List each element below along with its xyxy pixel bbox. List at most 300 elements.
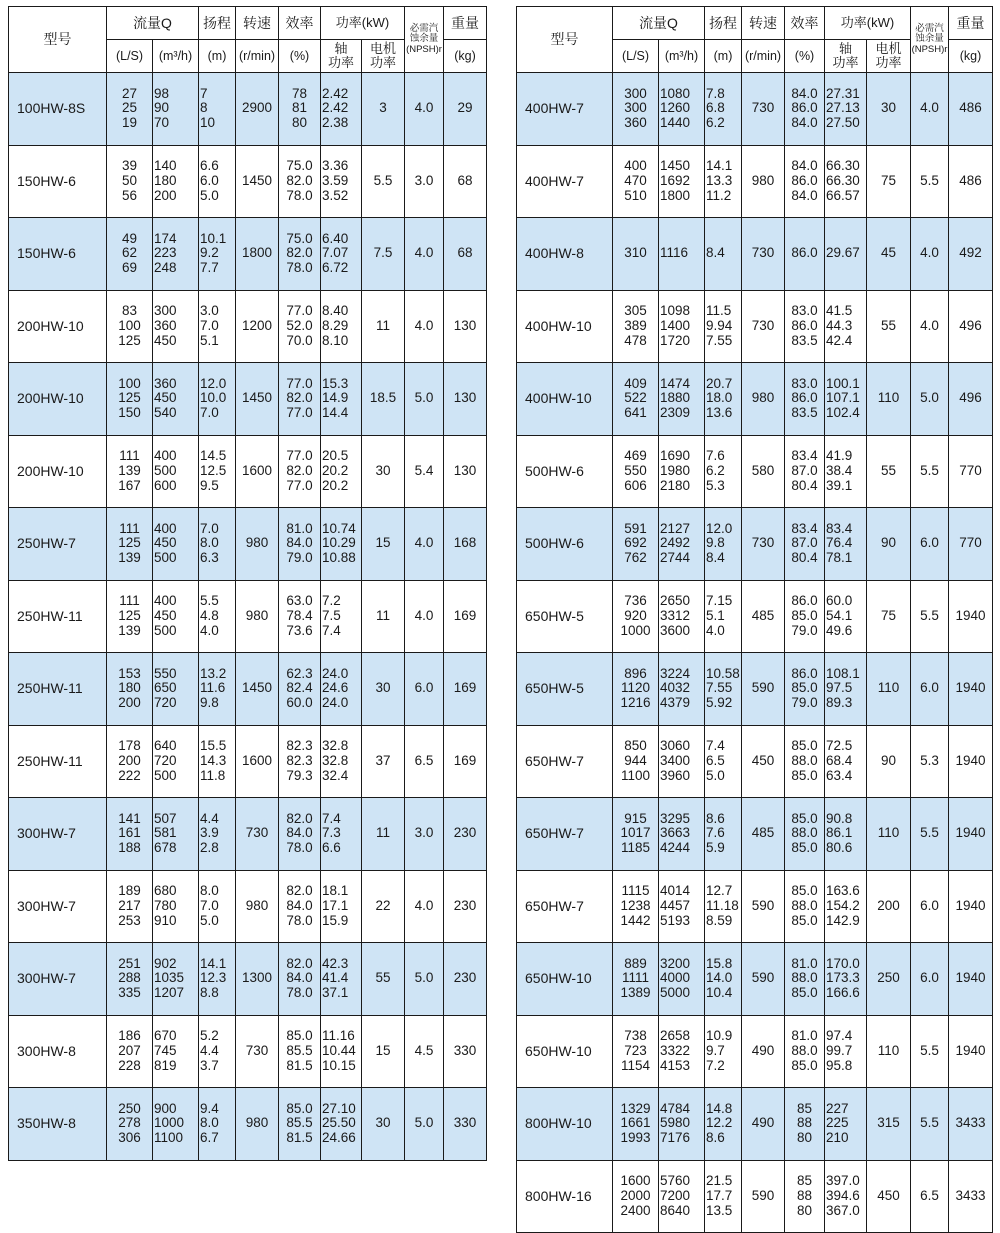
table-row bbox=[9, 508, 487, 581]
motor-power-cell: 250 bbox=[867, 943, 911, 1016]
cell-value: 80 bbox=[292, 115, 308, 131]
cell-value: 900 bbox=[154, 1100, 177, 1116]
cell-value: 222 bbox=[118, 767, 141, 783]
npsh-cell: 5.5 bbox=[911, 145, 949, 218]
cell-value: 248 bbox=[154, 260, 177, 276]
cell-value: 500 bbox=[154, 462, 177, 478]
cell-value: 84.0 bbox=[791, 115, 818, 131]
weight-cell: 130 bbox=[444, 435, 487, 508]
motor-power-cell: 450 bbox=[867, 1160, 911, 1233]
shaft-power-cell bbox=[321, 73, 362, 146]
npsh-cell: 6.0 bbox=[911, 508, 949, 581]
cell-value: 7.0 bbox=[200, 520, 219, 536]
cell-value: 9.4 bbox=[200, 1100, 219, 1116]
cell-value: 522 bbox=[624, 390, 647, 406]
cell-value: 63.0 bbox=[286, 593, 313, 609]
flow-m3h-cell bbox=[659, 1160, 705, 1233]
model-cell: 300HW-7 bbox=[9, 870, 107, 943]
cell-value: 77.0 bbox=[286, 375, 313, 391]
cell-value: 12.0 bbox=[706, 520, 733, 536]
shaft-power-cell bbox=[825, 145, 867, 218]
cell-value: 540 bbox=[154, 405, 177, 421]
table-row bbox=[517, 798, 993, 871]
cell-value: 85.0 bbox=[791, 1057, 818, 1073]
cell-value: 4.4 bbox=[200, 810, 219, 826]
cell-value: 79.0 bbox=[791, 695, 818, 711]
speed-cell: 590 bbox=[742, 870, 785, 943]
speed-cell: 1450 bbox=[236, 363, 279, 436]
cell-value: 210 bbox=[826, 1130, 849, 1146]
cell-value: 510 bbox=[624, 187, 647, 203]
table-row bbox=[517, 1015, 993, 1088]
npsh-cell: 4.0 bbox=[405, 290, 444, 363]
efficiency-cell bbox=[785, 798, 825, 871]
cell-value: 11.18 bbox=[706, 897, 739, 913]
cell-value: 1993 bbox=[620, 1130, 651, 1146]
cell-value: 125 bbox=[118, 390, 141, 406]
cell-value: 8.29 bbox=[322, 317, 349, 333]
cell-value: 6.8 bbox=[706, 100, 725, 116]
cell-value: 82.3 bbox=[286, 738, 313, 754]
table-row bbox=[517, 435, 993, 508]
speed-cell: 730 bbox=[742, 290, 785, 363]
model-cell: 250HW-11 bbox=[9, 580, 107, 653]
table-row bbox=[517, 363, 993, 436]
cell-value: 6.0 bbox=[200, 172, 219, 188]
weight-cell: 169 bbox=[444, 725, 487, 798]
flow-m3h-cell bbox=[153, 580, 199, 653]
shaft-power-cell bbox=[321, 1088, 362, 1161]
speed-cell: 730 bbox=[236, 1015, 279, 1088]
cell-value: 5760 bbox=[660, 1173, 691, 1189]
header-flow-m3h: (m³/h) bbox=[153, 40, 199, 73]
cell-value: 5.9 bbox=[706, 840, 725, 856]
motor-power-cell: 30 bbox=[362, 653, 405, 726]
cell-value: 920 bbox=[624, 607, 647, 623]
cell-value: 20.2 bbox=[322, 477, 349, 493]
table-row bbox=[9, 870, 487, 943]
cell-value: 100 bbox=[118, 375, 141, 391]
table-row bbox=[9, 73, 487, 146]
header-efficiency: 效率 bbox=[785, 7, 825, 40]
cell-value: 80 bbox=[797, 1202, 813, 1218]
cell-value: 5.1 bbox=[706, 607, 725, 623]
cell-value: 78 bbox=[292, 85, 308, 101]
cell-value: 13.6 bbox=[706, 405, 733, 421]
flow-m3h-cell bbox=[153, 1088, 199, 1161]
cell-value: 153 bbox=[118, 665, 141, 681]
motor-power-cell: 3 bbox=[362, 73, 405, 146]
npsh-cell: 6.0 bbox=[911, 943, 949, 1016]
cell-value: 500 bbox=[154, 550, 177, 566]
npsh-cell: 5.3 bbox=[911, 725, 949, 798]
cell-value: 41.4 bbox=[322, 970, 349, 986]
cell-value: 1100 bbox=[620, 767, 651, 783]
cell-value: 360 bbox=[624, 115, 647, 131]
model-cell: 150HW-6 bbox=[9, 145, 107, 218]
model-cell: 650HW-7 bbox=[517, 870, 613, 943]
flow-ls-cell bbox=[107, 508, 153, 581]
cell-value: 3.36 bbox=[322, 158, 349, 174]
cell-value: 9.8 bbox=[706, 535, 725, 551]
model-cell: 500HW-6 bbox=[517, 508, 613, 581]
pump-spec-table-left bbox=[8, 6, 487, 1161]
cell-value: 82.0 bbox=[286, 810, 313, 826]
flow-ls-cell bbox=[613, 798, 659, 871]
weight-cell: 3433 bbox=[949, 1088, 993, 1161]
cell-value: 125 bbox=[118, 607, 141, 623]
cell-value: 84.0 bbox=[286, 897, 313, 913]
efficiency-cell bbox=[785, 508, 825, 581]
cell-value: 84.0 bbox=[286, 535, 313, 551]
cell-value: 73.6 bbox=[286, 622, 313, 638]
cell-value: 591 bbox=[624, 520, 647, 536]
cell-value: 4244 bbox=[660, 840, 691, 856]
speed-cell: 980 bbox=[742, 145, 785, 218]
npsh-cell: 6.0 bbox=[911, 870, 949, 943]
motor-power-cell: 18.5 bbox=[362, 363, 405, 436]
npsh-cell: 4.0 bbox=[405, 508, 444, 581]
cell-value: 85.0 bbox=[791, 738, 818, 754]
cell-value: 82.0 bbox=[286, 245, 313, 261]
cell-value: 88.0 bbox=[791, 970, 818, 986]
npsh-cell: 4.0 bbox=[911, 73, 949, 146]
cell-value: 12.5 bbox=[200, 462, 227, 478]
cell-value: 8.59 bbox=[706, 912, 733, 928]
cell-value: 7.6 bbox=[706, 448, 725, 464]
flow-ls-cell bbox=[107, 870, 153, 943]
flow-m3h-cell bbox=[659, 73, 705, 146]
cell-value: 606 bbox=[624, 477, 647, 493]
cell-value: 641 bbox=[624, 405, 647, 421]
flow-ls-cell bbox=[107, 363, 153, 436]
cell-value: 5.3 bbox=[706, 477, 725, 493]
cell-value: 1120 bbox=[620, 680, 651, 696]
cell-value: 24.0 bbox=[322, 665, 349, 681]
motor-power-cell: 90 bbox=[867, 725, 911, 798]
cell-value: 15.8 bbox=[706, 955, 733, 971]
motor-power-cell: 11 bbox=[362, 290, 405, 363]
weight-cell: 486 bbox=[949, 145, 993, 218]
cell-value: 4153 bbox=[660, 1057, 691, 1073]
cell-value: 188 bbox=[118, 840, 141, 856]
cell-value: 5980 bbox=[660, 1115, 691, 1131]
cell-value: 85 bbox=[797, 1173, 813, 1189]
cell-value: 17.1 bbox=[322, 897, 349, 913]
motor-power-cell: 55 bbox=[867, 435, 911, 508]
flow-ls-cell bbox=[613, 870, 659, 943]
cell-value: 200 bbox=[154, 187, 177, 203]
weight-cell: 130 bbox=[444, 290, 487, 363]
cell-value: 9.5 bbox=[200, 477, 219, 493]
head-cell bbox=[199, 580, 236, 653]
cell-value: 77.0 bbox=[286, 448, 313, 464]
head-cell bbox=[705, 435, 742, 508]
speed-cell: 580 bbox=[742, 435, 785, 508]
cell-value: 85.0 bbox=[791, 883, 818, 899]
shaft-power-cell bbox=[825, 73, 867, 146]
cell-value: 85.5 bbox=[286, 1042, 313, 1058]
weight-cell: 486 bbox=[949, 73, 993, 146]
motor-power-cell: 30 bbox=[362, 1088, 405, 1161]
header-shaft-power: 轴 功率 bbox=[825, 40, 867, 73]
cell-value: 60.0 bbox=[286, 695, 313, 711]
cell-value: 24.66 bbox=[322, 1130, 356, 1146]
header-speed: 转速 bbox=[742, 7, 785, 40]
shaft-power-cell bbox=[825, 363, 867, 436]
shaft-power-cell bbox=[321, 508, 362, 581]
head-cell bbox=[705, 1015, 742, 1088]
cell-value: 78.0 bbox=[286, 260, 313, 276]
cell-value: 86.0 bbox=[791, 172, 818, 188]
cell-value: 10.4 bbox=[706, 985, 733, 1001]
cell-value: 80.4 bbox=[791, 550, 818, 566]
header-power: 功率(kW) bbox=[825, 7, 911, 40]
flow-m3h-cell bbox=[659, 943, 705, 1016]
shaft-power-cell bbox=[321, 145, 362, 218]
cell-value: 13.5 bbox=[706, 1202, 733, 1218]
header-power: 功率(kW) bbox=[321, 7, 405, 40]
cell-value: 82.0 bbox=[286, 172, 313, 188]
cell-value: 2.38 bbox=[322, 115, 349, 131]
cell-value: 7.0 bbox=[200, 897, 219, 913]
cell-value: 6.6 bbox=[322, 840, 341, 856]
header-weight-unit: (kg) bbox=[949, 40, 993, 73]
flow-ls-cell bbox=[107, 145, 153, 218]
flow-ls-cell bbox=[107, 290, 153, 363]
cell-value: 166.6 bbox=[826, 985, 860, 1001]
header-head: 扬程 bbox=[705, 7, 742, 40]
cell-value: 902 bbox=[154, 955, 177, 971]
cell-value: 78.0 bbox=[286, 985, 313, 1001]
cell-value: 2000 bbox=[620, 1187, 651, 1203]
cell-value: 82.0 bbox=[286, 883, 313, 899]
cell-value: 97.5 bbox=[826, 680, 853, 696]
cell-value: 60.0 bbox=[826, 593, 853, 609]
table-row bbox=[9, 943, 487, 1016]
header-motor-power: 电机 功率 bbox=[867, 40, 911, 73]
weight-cell: 770 bbox=[949, 508, 993, 581]
cell-value: 2.8 bbox=[200, 840, 219, 856]
cell-value: 762 bbox=[624, 550, 647, 566]
cell-value: 217 bbox=[118, 897, 141, 913]
cell-value: 85.5 bbox=[286, 1115, 313, 1131]
cell-value: 1216 bbox=[620, 695, 651, 711]
cell-value: 9.94 bbox=[706, 317, 733, 333]
cell-value: 7.3 bbox=[322, 825, 341, 841]
cell-value: 3.52 bbox=[322, 187, 349, 203]
weight-cell: 3433 bbox=[949, 1160, 993, 1233]
cell-value: 88.0 bbox=[791, 897, 818, 913]
cell-value: 18.0 bbox=[706, 390, 733, 406]
cell-value: 7200 bbox=[660, 1187, 691, 1203]
flow-ls-cell bbox=[613, 145, 659, 218]
flow-m3h-cell bbox=[659, 508, 705, 581]
cell-value: 27.50 bbox=[826, 115, 860, 131]
model-cell: 350HW-8 bbox=[9, 1088, 107, 1161]
cell-value: 400 bbox=[154, 593, 177, 609]
npsh-cell: 4.0 bbox=[405, 580, 444, 653]
cell-value: 1080 bbox=[660, 85, 691, 101]
cell-value: 7176 bbox=[660, 1130, 691, 1146]
cell-value: 178 bbox=[118, 738, 141, 754]
cell-value: 50 bbox=[121, 172, 138, 188]
motor-power-cell: 110 bbox=[867, 653, 911, 726]
cell-value: 180 bbox=[154, 172, 177, 188]
cell-value: 300 bbox=[624, 100, 647, 116]
cell-value: 3.59 bbox=[322, 172, 349, 188]
shaft-power-cell bbox=[321, 798, 362, 871]
cell-value: 111 bbox=[119, 593, 140, 609]
cell-value: 1880 bbox=[660, 390, 691, 406]
cell-value: 189 bbox=[118, 883, 141, 899]
cell-value: 54.1 bbox=[826, 607, 853, 623]
cell-value: 2127 bbox=[660, 520, 691, 536]
efficiency-cell bbox=[785, 73, 825, 146]
weight-cell: 230 bbox=[444, 870, 487, 943]
header-model: 型号 bbox=[9, 7, 107, 73]
cell-value: 10.44 bbox=[322, 1042, 356, 1058]
cell-value: 207 bbox=[118, 1042, 141, 1058]
head-cell bbox=[199, 508, 236, 581]
cell-value: 13.2 bbox=[200, 665, 227, 681]
cell-value: 85 bbox=[797, 1100, 813, 1116]
cell-value: 910 bbox=[154, 912, 177, 928]
efficiency-cell bbox=[279, 73, 321, 146]
weight-cell: 68 bbox=[444, 218, 487, 291]
weight-cell: 68 bbox=[444, 145, 487, 218]
shaft-power-cell bbox=[825, 870, 867, 943]
motor-power-cell: 55 bbox=[867, 290, 911, 363]
weight-cell: 1940 bbox=[949, 1015, 993, 1088]
cell-value: 15.3 bbox=[322, 375, 349, 391]
cell-value: 83.0 bbox=[791, 375, 818, 391]
cell-value: 180 bbox=[118, 680, 141, 696]
motor-power-cell: 55 bbox=[362, 943, 405, 1016]
cell-value: 1000 bbox=[154, 1115, 185, 1131]
cell-value: 139 bbox=[118, 550, 141, 566]
cell-value: 80.6 bbox=[826, 840, 853, 856]
efficiency-cell bbox=[279, 290, 321, 363]
cell-value: 140 bbox=[154, 158, 177, 174]
flow-ls-cell bbox=[107, 1015, 153, 1088]
head-cell bbox=[199, 218, 236, 291]
cell-value: 1116 bbox=[660, 245, 689, 261]
shaft-power-cell bbox=[825, 1160, 867, 1233]
speed-cell: 590 bbox=[742, 653, 785, 726]
cell-value: 13.3 bbox=[706, 172, 733, 188]
header-weight: 重量 bbox=[949, 7, 993, 40]
cell-value: 3060 bbox=[660, 738, 691, 754]
cell-value: 69 bbox=[121, 260, 138, 276]
model-cell: 250HW-11 bbox=[9, 725, 107, 798]
cell-value: 10.1 bbox=[200, 230, 227, 246]
cell-value: 88 bbox=[797, 1187, 813, 1203]
flow-m3h-cell bbox=[659, 1015, 705, 1088]
cell-value: 97.4 bbox=[826, 1028, 853, 1044]
flow-m3h-cell bbox=[659, 580, 705, 653]
cell-value: 3663 bbox=[660, 825, 691, 841]
table-row bbox=[517, 725, 993, 798]
cell-value: 227 bbox=[826, 1100, 849, 1116]
efficiency-cell bbox=[785, 1088, 825, 1161]
shaft-power-cell bbox=[825, 580, 867, 653]
cell-value: 141 bbox=[118, 810, 141, 826]
flow-ls-cell bbox=[613, 580, 659, 653]
head-cell bbox=[199, 73, 236, 146]
cell-value: 85.0 bbox=[791, 767, 818, 783]
weight-cell: 169 bbox=[444, 653, 487, 726]
shaft-power-cell bbox=[825, 1015, 867, 1088]
cell-value: 12.3 bbox=[200, 970, 227, 986]
shaft-power-cell bbox=[321, 290, 362, 363]
cell-value: 77.0 bbox=[286, 477, 313, 493]
head-cell bbox=[199, 798, 236, 871]
model-cell: 300HW-7 bbox=[9, 943, 107, 1016]
cell-value: 889 bbox=[624, 955, 647, 971]
shaft-power-cell bbox=[321, 725, 362, 798]
cell-value: 500 bbox=[154, 767, 177, 783]
cell-value: 14.9 bbox=[322, 390, 349, 406]
flow-m3h-cell bbox=[659, 798, 705, 871]
cell-value: 81.0 bbox=[791, 1028, 818, 1044]
head-cell bbox=[705, 218, 742, 291]
table-row bbox=[9, 145, 487, 218]
cell-value: 7.2 bbox=[322, 593, 341, 609]
flow-ls-cell bbox=[613, 218, 659, 291]
flow-ls-cell bbox=[613, 1160, 659, 1233]
cell-value: 142.9 bbox=[826, 912, 860, 928]
cell-value: 7.8 bbox=[706, 85, 725, 101]
cell-value: 450 bbox=[154, 332, 177, 348]
cell-value: 90 bbox=[154, 100, 170, 116]
cell-value: 5.1 bbox=[200, 332, 219, 348]
cell-value: 7.7 bbox=[200, 260, 219, 276]
cell-value: 38.4 bbox=[826, 462, 853, 478]
motor-power-cell: 110 bbox=[867, 1015, 911, 1088]
cell-value: 7.4 bbox=[322, 622, 341, 638]
speed-cell: 1800 bbox=[236, 218, 279, 291]
cell-value: 14.8 bbox=[706, 1100, 733, 1116]
motor-power-cell: 15 bbox=[362, 508, 405, 581]
flow-ls-cell bbox=[107, 943, 153, 1016]
head-cell bbox=[199, 725, 236, 798]
cell-value: 3.9 bbox=[200, 825, 219, 841]
model-cell: 150HW-6 bbox=[9, 218, 107, 291]
cell-value: 397.0 bbox=[826, 1173, 860, 1189]
cell-value: 41.9 bbox=[826, 448, 853, 464]
table-body-left bbox=[9, 73, 487, 1161]
cell-value: 32.4 bbox=[322, 767, 349, 783]
cell-value: 75.0 bbox=[286, 158, 313, 174]
cell-value: 1980 bbox=[660, 462, 691, 478]
cell-value: 3.0 bbox=[200, 303, 219, 319]
speed-cell: 1600 bbox=[236, 435, 279, 508]
cell-value: 1440 bbox=[660, 115, 691, 131]
cell-value: 335 bbox=[118, 985, 141, 1001]
cell-value: 11.6 bbox=[200, 680, 226, 696]
cell-value: 6.2 bbox=[706, 462, 725, 478]
table-row bbox=[517, 73, 993, 146]
cell-value: 83 bbox=[121, 303, 138, 319]
model-cell: 400HW-10 bbox=[517, 363, 613, 436]
cell-value: 111 bbox=[119, 520, 140, 536]
cell-value: 10 bbox=[200, 115, 216, 131]
cell-value: 1389 bbox=[620, 985, 651, 1001]
cell-value: 49 bbox=[121, 230, 138, 246]
cell-value: 5.5 bbox=[200, 593, 219, 609]
flow-m3h-cell bbox=[659, 653, 705, 726]
